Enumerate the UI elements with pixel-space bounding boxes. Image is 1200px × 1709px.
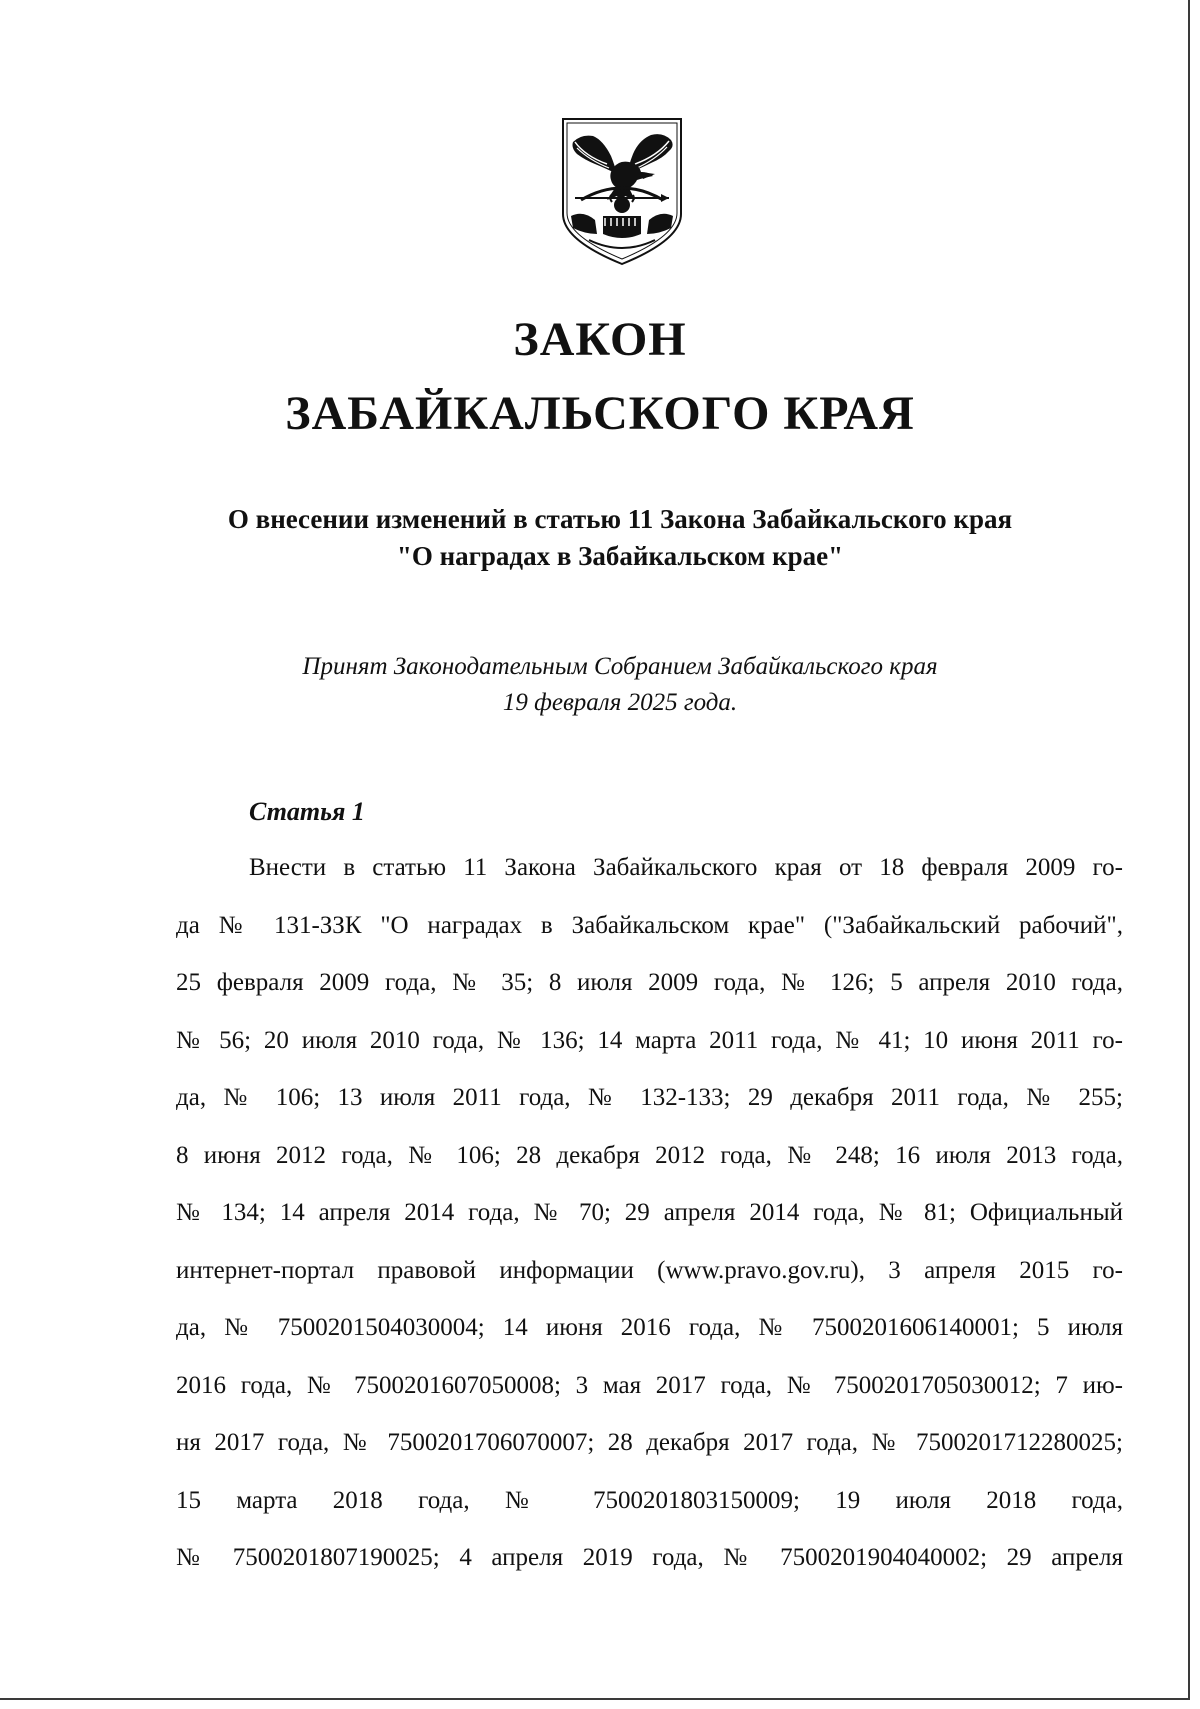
body-line: интернет-портал правовой информации (www.pravo.gov.ru), 3 апреля 2015 го- (176, 1256, 1123, 1284)
law-subject-line-2: "О наградах в Забайкальском крае" (396, 541, 844, 571)
law-region-title: ЗАБАЙКАЛЬСКОГО КРАЯ (285, 387, 915, 440)
adoption-note (150, 649, 1090, 721)
body-line: да, № 106; 13 июля 2011 года, № 132-133; 29 декабря 2011 года, № 255; (176, 1084, 1123, 1111)
article-body (176, 839, 1123, 1587)
article-heading: Статья 1 (249, 797, 365, 826)
body-line: № 134; 14 апреля 2014 года, № 70; 29 апреля 2014 года, № 81; Официальный (176, 1199, 1123, 1226)
body-line: № 56; 20 июля 2010 года, № 136; 14 марта 2011 года, № 41; 10 июня 2011 го- (176, 1026, 1123, 1054)
body-line: 2016 года, № 7500201607050008; 3 мая 2017 года, № 7500201705030012; 7 ию- (176, 1371, 1123, 1399)
body-line: ня 2017 года, № 7500201706070007; 28 декабря 2017 года, № 7500201712280025; (176, 1429, 1123, 1456)
body-line: да, № 7500201504030004; 14 июня 2016 года, № 7500201606140001; 5 июля (176, 1314, 1123, 1341)
body-line: № 7500201807190025; 4 апреля 2019 года, № 7500201904040002; 29 апреля (176, 1544, 1123, 1571)
adoption-note-line-2: 19 февраля 2025 года. (502, 689, 738, 716)
body-line: да № 131-ЗЗК "О наградах в Забайкальском крае" ("Забайкальский рабочий", (176, 911, 1123, 939)
adoption-note-line-1: Принят Законодательным Собранием Забайкальского края (302, 653, 938, 680)
body-line: 25 февраля 2009 года, № 35; 8 июля 2009 года, № 126; 5 апреля 2010 года, (176, 969, 1123, 996)
body-line: Внести в статью 11 Закона Забайкальского края от 18 февраля 2009 го- (249, 854, 1123, 881)
body-line: 15 марта 2018 года, № 7500201803150009; 19 июля 2018 года, (176, 1486, 1123, 1514)
law-title: ЗАКОН (513, 313, 687, 366)
body-line: 8 июня 2012 года, № 106; 28 декабря 2012 года, № 248; 16 июля 2013 года, (176, 1141, 1123, 1169)
law-subject (120, 501, 1120, 575)
law-subject-line-1: О внесении изменений в статью 11 Закона Забайкальского края (227, 504, 1013, 534)
coat-of-arms-emblem (559, 116, 685, 266)
